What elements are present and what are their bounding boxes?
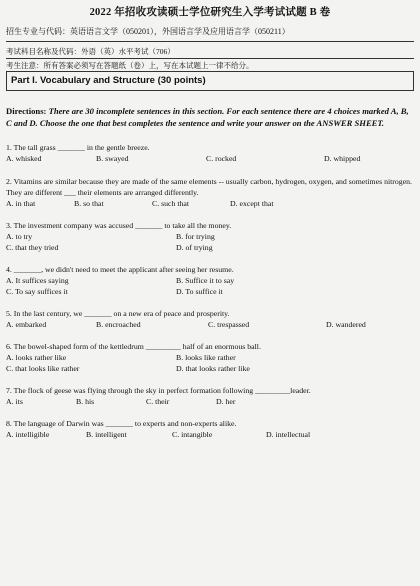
- notice-line: 考生注意：所有答案必须写在答题纸（卷）上，写在本试题上一律不给分。: [6, 58, 414, 72]
- subject-line: 考试科目名称及代码：外语（英）水平考试（706）: [6, 47, 175, 56]
- options-row: [6, 429, 414, 440]
- question: [6, 308, 414, 330]
- options-row: [6, 153, 414, 164]
- question-stem: 1. The tall grass _______ in the gentle breeze.: [6, 143, 150, 152]
- option: D. of trying: [176, 243, 213, 252]
- question-stem: 8. The language of Darwin was _______ to experts and non-experts alike.: [6, 419, 237, 428]
- question: [6, 176, 414, 209]
- question-stem: 3. The investment company was accused _______ to take all the money.: [6, 221, 232, 230]
- question-stem: 5. In the last century, we _______ on a new era of peace and prosperity.: [6, 309, 230, 318]
- option: D. To suffice it: [176, 287, 223, 296]
- option: A. its: [6, 397, 23, 406]
- option: D. whipped: [324, 154, 361, 163]
- option: B. looks like rather: [176, 353, 236, 362]
- option: A. whisked: [6, 154, 42, 163]
- question-stem: 4. _______, we didn't need to meet the applicant after seeing her resume.: [6, 265, 234, 274]
- option: D. except that: [230, 199, 274, 208]
- question-stem: 2. Vitamins are similar because they are made of the same elements -- usually carbon, hydrogen, oxygen, and sometimes nitrogen. They are different ___ their elements are arranged differently.: [6, 177, 413, 197]
- option: C. To say suffices it: [6, 287, 68, 296]
- options-row: [6, 319, 414, 330]
- divider: [6, 41, 414, 42]
- question: [6, 341, 414, 374]
- options-row: [6, 275, 414, 286]
- exam-title: 2022 年招收攻读硕士学位研究生入学考试试题 B 卷: [89, 7, 331, 18]
- option: A. intelligible: [6, 430, 50, 439]
- option: B. encroached: [96, 320, 141, 329]
- options-row: [6, 352, 414, 363]
- options-row: [6, 363, 414, 374]
- option: D. wandered: [326, 320, 366, 329]
- directions-text: There are 30 incomplete sentences in this section. For each sentence there are 4 choices marked A, B, C and D. Choose the one that best completes the sentence and write your answer on the ANSWER SHEET.: [6, 106, 409, 128]
- question: [6, 385, 414, 407]
- option: C. their: [146, 397, 170, 406]
- option: D. her: [216, 397, 236, 406]
- option: C. that they tried: [6, 243, 59, 252]
- options-row: [6, 396, 414, 407]
- option: A. It suffices saying: [6, 276, 69, 285]
- directions-label: Directions:: [6, 106, 47, 116]
- question: [6, 220, 414, 253]
- option: B. for trying: [176, 232, 215, 241]
- option: D. that looks rather like: [176, 364, 250, 373]
- question-stem: 7. The flock of geese was flying through the sky in perfect formation following _________leader.: [6, 386, 311, 395]
- question: [6, 418, 414, 440]
- options-row: [6, 198, 414, 209]
- option: A. embarked: [6, 320, 47, 329]
- option: A. in that: [6, 199, 36, 208]
- option: B. swayed: [96, 154, 129, 163]
- option: C. such that: [152, 199, 190, 208]
- directions: [6, 105, 414, 129]
- question: [6, 264, 414, 297]
- part-heading: Part I. Vocabulary and Structure (30 points): [6, 72, 414, 91]
- option: C. that looks like rather: [6, 364, 80, 373]
- options-row: [6, 242, 414, 253]
- option: D. intellectual: [266, 430, 311, 439]
- option: B. his: [76, 397, 95, 406]
- options-row: [6, 286, 414, 297]
- major-line: 招生专业与代码：英语语言文学（050201），外国语言学及应用语言学（050211）: [6, 27, 290, 36]
- option: C. intangible: [172, 430, 213, 439]
- option: B. so that: [74, 199, 104, 208]
- option: A. to try: [6, 232, 33, 241]
- option: C. trespassed: [208, 320, 250, 329]
- option: B. intelligent: [86, 430, 127, 439]
- option: A. looks rather like: [6, 353, 67, 362]
- question: [6, 142, 414, 164]
- option: B. Suffice it to say: [176, 276, 235, 285]
- question-stem: 6. The bowel-shaped form of the kettledrum _________ half of an enormous ball.: [6, 342, 261, 351]
- option: C. rocked: [206, 154, 237, 163]
- options-row: [6, 231, 414, 242]
